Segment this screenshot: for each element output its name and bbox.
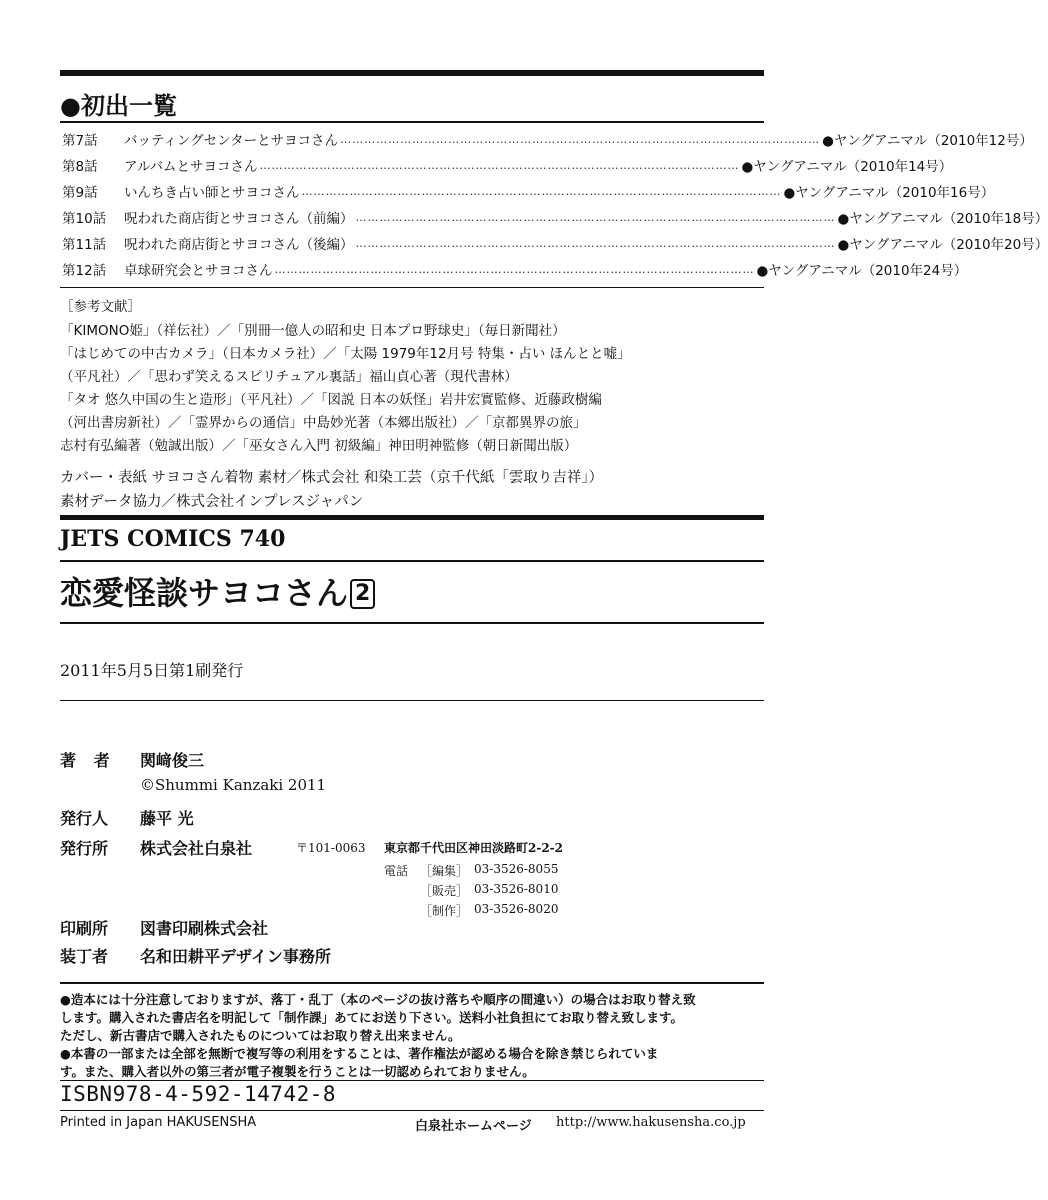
author-name: 関﨑俊三 xyxy=(140,751,205,770)
reference-line: 志村有弘編著（勉誠出版）／「巫女さん入門 初級編」神田明神監修（朝日新聞出版） xyxy=(60,438,578,454)
address: 東京都千代田区神田淡路町2-2-2 xyxy=(384,841,564,855)
leader-dots: ………………………………………………………………………………………………………… xyxy=(301,184,782,198)
references-heading: ［参考文献］ xyxy=(60,299,141,315)
list-item xyxy=(62,128,1033,150)
list-item xyxy=(62,206,1048,228)
reference-line: （河出書房新社）／「霊界からの通信」中島妙光著（本郷出版社）／「京都異界の旅」 xyxy=(60,415,587,431)
printed-in: Printed in Japan HAKUSENSHA xyxy=(60,1115,257,1130)
author-label: 著 者 xyxy=(60,751,116,770)
divider xyxy=(60,622,764,624)
phone-dept: ［編集］ xyxy=(420,864,469,878)
leader-dots: ………………………………………………………………………………………………………… xyxy=(259,158,740,172)
notice-line: ただし、新古書店で購入されたものについてはお取り替え出来ません。 xyxy=(60,1028,461,1043)
notice-line: ●本書の一部または全部を無断で複写等の利用をすることは、著作権法が認める場合を除き禁じられていま xyxy=(60,1046,659,1061)
edition-date: 2011年5月5日第1刷発行 xyxy=(60,661,244,680)
divider xyxy=(60,515,764,520)
notice-line: す。また、購入者以外の第三者が電子複製を行うことは一切認められておりません。 xyxy=(60,1064,535,1079)
list-item xyxy=(62,180,995,202)
leader-dots: ………………………………………………………………………………………………………… xyxy=(355,210,836,224)
series-name: JETS COMICS 740 xyxy=(60,526,286,552)
divider xyxy=(60,287,764,288)
episode-title: バッティングセンターとサヨコさん xyxy=(124,133,339,149)
phone-number: 03-3526-8010 xyxy=(474,882,559,896)
episode-number: 第10話 xyxy=(62,211,107,227)
episode-source: ●ヤングアニマル（2010年24号） xyxy=(756,263,968,279)
credit-line: 素材データ協力／株式会社インプレスジャパン xyxy=(60,494,364,510)
book-title-text: 恋愛怪談サヨコさん xyxy=(60,574,349,612)
leader-dots: ………………………………………………………………………………………………………… xyxy=(355,236,836,250)
credit-line: カバー・表紙 サヨコさん着物 素材／株式会社 和染工芸（京千代紙「雲取り吉祥」） xyxy=(60,470,604,486)
homepage-link[interactable]: http://www.hakusensha.co.jp xyxy=(556,1115,746,1130)
top-rule xyxy=(60,70,764,76)
postal-code: 〒101-0063 xyxy=(296,841,366,855)
episode-number: 第8話 xyxy=(62,159,98,175)
phone-number: 03-3526-8055 xyxy=(474,862,559,876)
reference-line: 「はじめての中古カメラ」（日本カメラ社）／「太陽 1979年12月号 特集・占い ほんとと嘘」 xyxy=(60,346,631,362)
episode-title: 呪われた商店街とサヨコさん（後編） xyxy=(124,237,354,253)
leader-dots: ………………………………………………………………………………………………………… xyxy=(340,132,821,146)
list-item xyxy=(62,232,1048,254)
episode-source: ●ヤングアニマル（2010年18号） xyxy=(837,211,1048,227)
episode-number: 第11話 xyxy=(62,237,107,253)
episode-title: いんちき占い師とサヨコさん xyxy=(124,185,300,201)
divider xyxy=(60,1110,764,1111)
homepage-label: 白泉社ホームページ xyxy=(415,1119,532,1134)
printer-name: 図書印刷株式会社 xyxy=(140,919,269,938)
heading-underline xyxy=(60,121,764,123)
episode-source: ●ヤングアニマル（2010年14号） xyxy=(741,159,953,175)
episode-title: アルバムとサヨコさん xyxy=(124,159,258,175)
episode-title: 卓球研究会とサヨコさん xyxy=(124,263,273,279)
divider xyxy=(60,982,764,984)
phone-label: 電話 xyxy=(384,864,409,878)
episode-source: ●ヤングアニマル（2010年16号） xyxy=(783,185,995,201)
copyright: ©Shummi Kanzaki 2011 xyxy=(140,776,327,794)
designer-name: 名和田耕平デザイン事務所 xyxy=(140,947,331,966)
reference-line: 「KIMONO姫」（祥伝社）／「別冊一億人の昭和史 日本プロ野球史」（毎日新聞社） xyxy=(60,323,566,339)
episode-title: 呪われた商店街とサヨコさん（前編） xyxy=(124,211,354,227)
divider xyxy=(60,1080,764,1081)
divider xyxy=(60,560,764,562)
phone-dept: ［制作］ xyxy=(420,904,469,918)
designer-label: 装丁者 xyxy=(60,947,109,966)
phone-dept: ［販売］ xyxy=(420,884,469,898)
episode-source: ●ヤングアニマル（2010年12号） xyxy=(822,133,1033,149)
phone-number: 03-3526-8020 xyxy=(474,902,559,916)
volume-number: 2 xyxy=(350,579,375,609)
reference-line: （平凡社）／「思わず笑えるスピリチュアル裏話」福山貞心著（現代書林） xyxy=(60,369,518,385)
publisher-person: 藤平 光 xyxy=(140,809,194,828)
publisher-label: 発行所 xyxy=(60,839,109,858)
list-item xyxy=(62,154,953,176)
episode-number: 第7話 xyxy=(62,133,98,149)
episode-source: ●ヤングアニマル（2010年20号） xyxy=(837,237,1048,253)
publisher-person-label: 発行人 xyxy=(60,809,109,828)
episode-number: 第12話 xyxy=(62,263,107,279)
leader-dots: ………………………………………………………………………………………………………… xyxy=(274,262,755,276)
episode-number: 第9話 xyxy=(62,185,98,201)
reference-line: 「タオ 悠久中国の生と造形」（平凡社）／「図説 日本の妖怪」岩井宏實監修、近藤政樹編 xyxy=(60,392,602,408)
printer-label: 印刷所 xyxy=(60,919,109,938)
isbn: ISBN978-4-592-14742-8 xyxy=(60,1082,337,1106)
notice-line: ●造本には十分注意しておりますが、落丁・乱丁（本のページの抜け落ちや順序の間違い）の場合はお取り替え致 xyxy=(60,992,696,1007)
book-title xyxy=(60,568,375,614)
list-item xyxy=(62,258,968,280)
first-appearance-heading: ●初出一覧 xyxy=(60,92,177,120)
divider xyxy=(60,700,764,701)
publisher-name: 株式会社白泉社 xyxy=(140,839,253,858)
notice-line: します。購入された書店名を明記して「制作課」あてにお送り下さい。送料小社負担にてお取り替え致します。 xyxy=(60,1010,684,1025)
